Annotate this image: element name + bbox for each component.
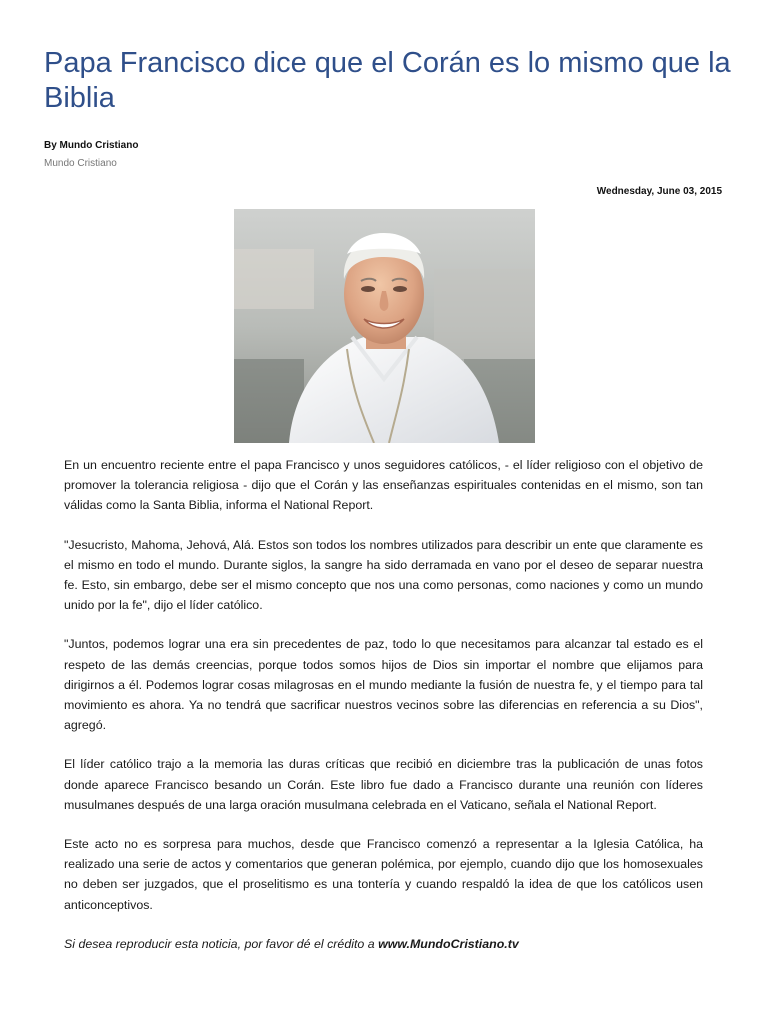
source-name: Mundo Cristiano xyxy=(44,158,117,169)
article-body xyxy=(64,455,703,973)
paragraph: Este acto no es sorpresa para muchos, desde que Francisco comenzó a representar a la Iglesia Católica, ha realizado una serie de actos y comentarios que generan polémica, por ejemplo, cuando dijo que los homosexuales no deben ser juzgados, que el proselitismo es una tontería y cuando respaldó la idea de que los católicos usen anticonceptivos. xyxy=(64,837,703,912)
paragraph: El líder católico trajo a la memoria las duras críticas que recibió en diciembre tras la publicación de unas fotos donde aparece Francisco besando un Corán. Este libro fue dado a Francisco durante una reunión con líderes musulmanes después de una larga oración musulmana celebrada en el Vaticano, señala el National Report. xyxy=(64,757,703,812)
byline: By Mundo Cristiano xyxy=(44,140,139,151)
credit-text: Si desea reproducir esta noticia, por favor dé el crédito a xyxy=(64,936,379,951)
pope-portrait-photo xyxy=(234,209,535,443)
paragraph: En un encuentro reciente entre el papa Francisco y unos seguidores católicos, - el líder religioso con el objetivo de promover la tolerancia religiosa - dijo que el Corán y las enseñanzas espirituales contenidas en el mismo, son tan válidas como la Santa Biblia, informa el National Report. xyxy=(64,458,703,513)
credit-link[interactable]: www.MundoCristiano.tv xyxy=(378,936,519,951)
paragraph: "Juntos, podemos lograr una era sin precedentes de paz, todo lo que necesitamos para alcanzar tal estado es el respeto de las demás creencias, porque todos somos hijos de Dios sin importar el nombre que elijamos para dirigirnos a él. Podemos lograr cosas milagrosas en el mundo mediante la fusión de nuestra fe, y el tiempo para tal movimiento es ahora. Ya no tendrá que sacrificar nuestros vecinos sobre las diferencias en referencia a su Dios", agregó. xyxy=(64,637,703,733)
publish-date: Wednesday, June 03, 2015 xyxy=(596,186,722,197)
reproduction-credit xyxy=(64,934,703,954)
paragraph: "Jesucristo, Mahoma, Jehová, Alá. Estos son todos los nombres utilizados para describir un ente que claramente es el mismo en todo el mundo. Durante siglos, la sangre ha sido derramada en vano por el deseo de separar nuestra fe. Esto, sin embargo, debe ser el mismo concepto que nos una como personas, como naciones y como un mundo unido por la fe", dijo el líder católico. xyxy=(64,537,703,613)
article-title: Papa Francisco dice que el Corán es lo mismo que la Biblia xyxy=(44,47,731,114)
